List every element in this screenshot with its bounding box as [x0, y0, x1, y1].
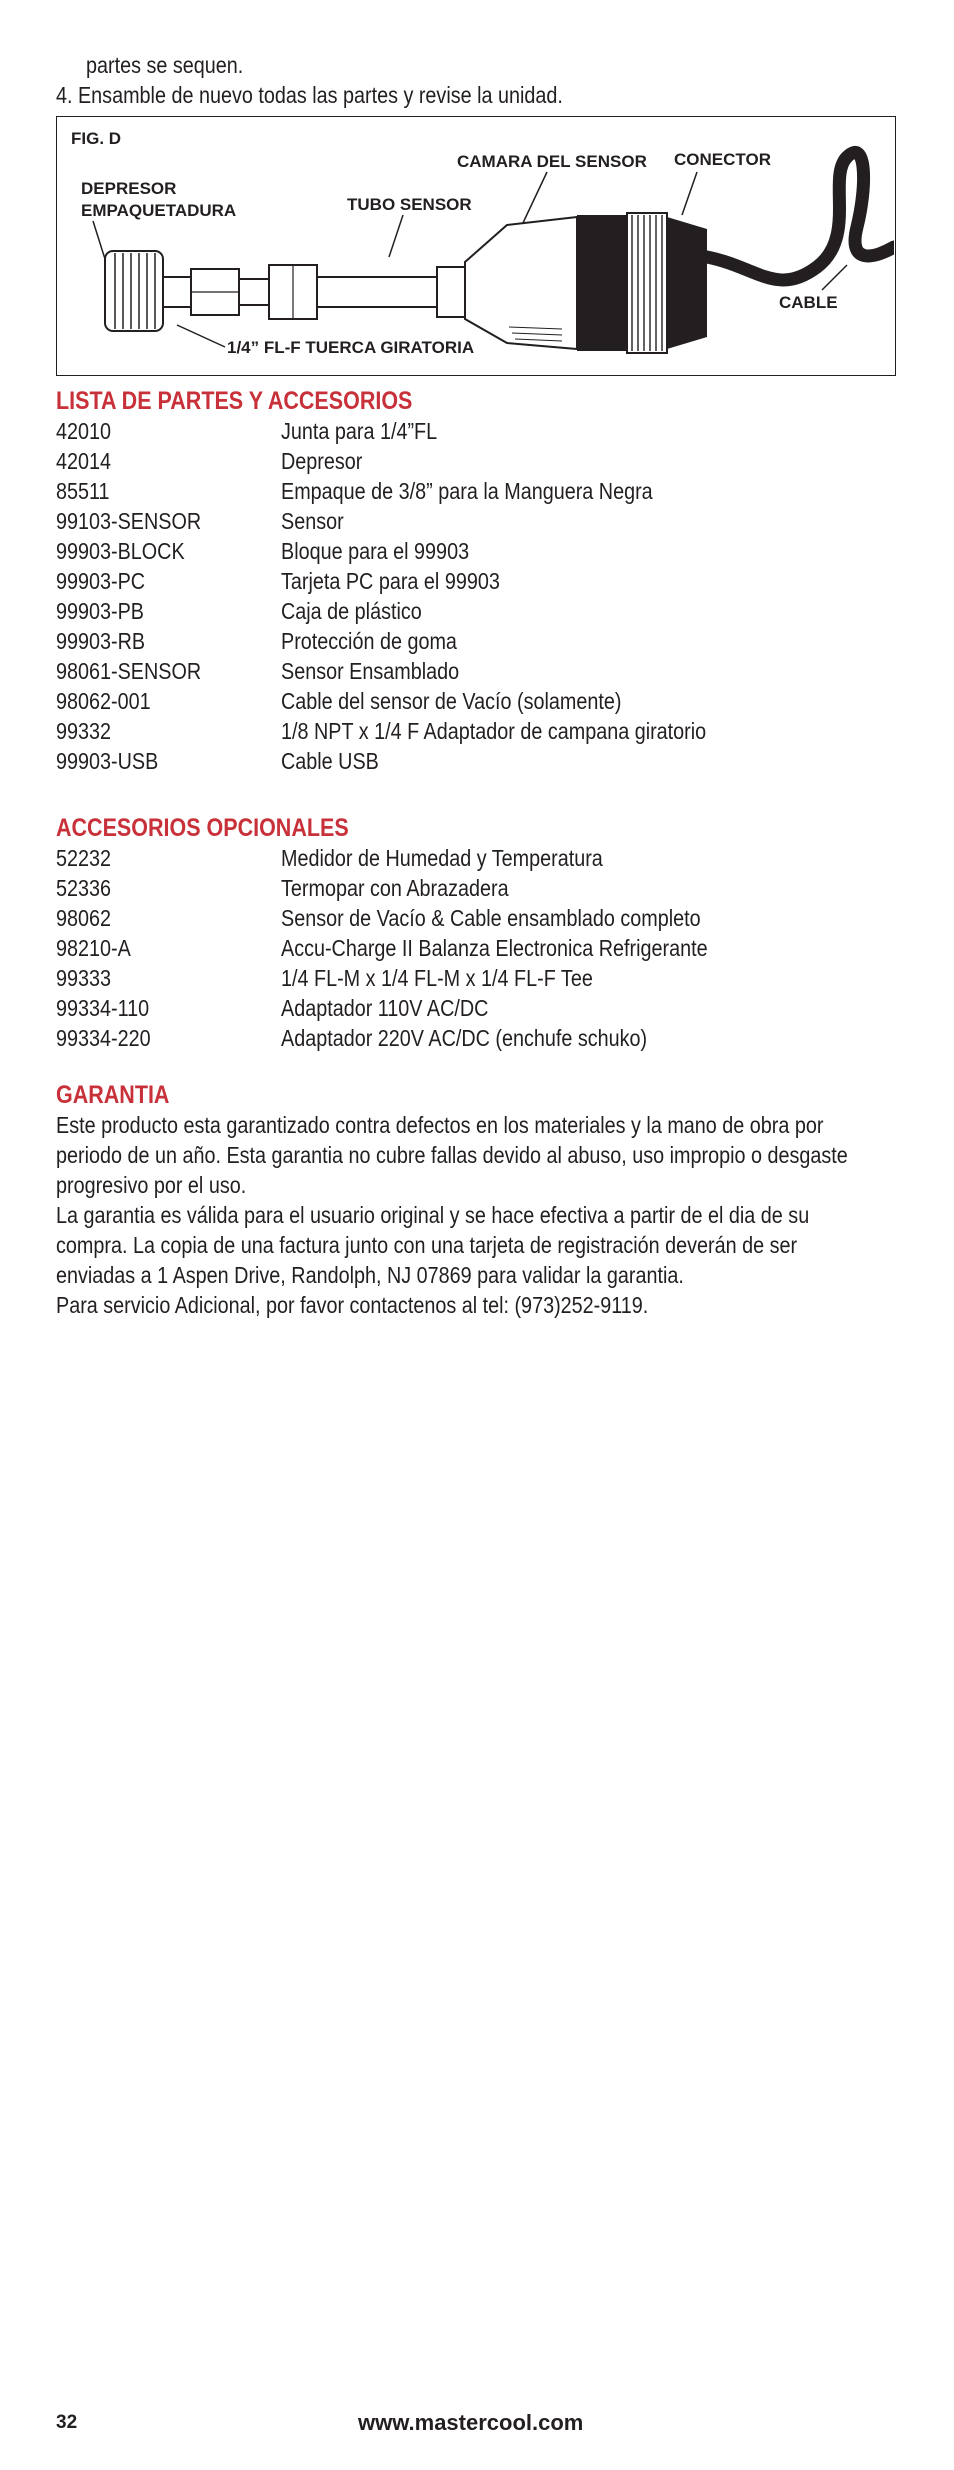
warranty-line: compra. La copia de una factura junto con una tarjeta de registración deverán de ser: [56, 1232, 798, 1258]
warranty-line: periodo de un año. Esta garantia no cubre fallas devido al abuso, uso impropio o desgaste: [56, 1142, 848, 1168]
list-item: 98062 Sensor de Vacío & Cable ensamblado completo: [56, 905, 701, 931]
list-item: 99903-USB Cable USB: [56, 748, 379, 774]
label-camara-sensor: CAMARA DEL SENSOR: [457, 152, 647, 171]
list-item: 98062-001 Cable del sensor de Vacío (solamente): [56, 688, 622, 714]
list-item: 99334-110 Adaptador 110V AC/DC: [56, 995, 489, 1021]
warranty-text: [56, 1110, 916, 1320]
figure-title: FIG. D: [71, 129, 122, 148]
warranty-title: GARANTIA: [56, 1081, 170, 1109]
warranty-line: Para servicio Adicional, por favor contactenos al tel: (973)252-9119.: [56, 1292, 649, 1318]
list-item: 99332 1/8 NPT x 1/4 F Adaptador de campana giratorio: [56, 718, 707, 744]
list-item: 99903-PB Caja de plástico: [56, 598, 422, 624]
list-item: 99103-SENSOR Sensor: [56, 508, 344, 534]
list-item: 52232 Medidor de Humedad y Temperatura: [56, 845, 603, 871]
page-number: 32: [56, 2412, 78, 2433]
parts-list-title: LISTA DE PARTES Y ACCESORIOS: [56, 387, 413, 415]
list-item: 98061-SENSOR Sensor Ensamblado: [56, 658, 460, 684]
intro-line-1: partes se sequen.: [86, 52, 244, 78]
list-item: 52336 Termopar con Abrazadera: [56, 875, 509, 901]
list-item: 98210-A Accu-Charge II Balanza Electronica Refrigerante: [56, 935, 708, 961]
list-item: 99903-RB Protección de goma: [56, 628, 457, 654]
list-item: 42014 Depresor: [56, 448, 363, 474]
warranty-line: Este producto esta garantizado contra defectos en los materiales y la mano de obra por: [56, 1112, 824, 1138]
warranty-line: enviadas a 1 Aspen Drive, Randolph, NJ 07869 para validar la garantia.: [56, 1262, 684, 1288]
list-item: 42010 Junta para 1/4”FL: [56, 418, 438, 444]
label-cable: CABLE: [779, 293, 838, 312]
warranty-line: progresivo por el uso.: [56, 1172, 247, 1198]
footer-url[interactable]: www.mastercool.com: [358, 2410, 584, 2435]
list-item: 99903-BLOCK Bloque para el 99903: [56, 538, 470, 564]
label-tuerca-giratoria: 1/4” FL-F TUERCA GIRATORIA: [227, 338, 475, 357]
list-item: 85511 Empaque de 3/8” para la Manguera Negra: [56, 478, 653, 504]
parts-list: [56, 416, 916, 776]
label-tubo-sensor: TUBO SENSOR: [347, 195, 472, 214]
list-item: 99334-220 Adaptador 220V AC/DC (enchufe schuko): [56, 1025, 648, 1051]
optional-accessories-list: [56, 843, 916, 1053]
list-item: 99903-PC Tarjeta PC para el 99903: [56, 568, 500, 594]
label-depresor: DEPRESOR: [81, 179, 177, 198]
intro-line-2: 4. Ensamble de nuevo todas las partes y revise la unidad.: [56, 82, 563, 108]
sensor-drawing: [57, 117, 894, 374]
list-item: 99333 1/4 FL-M x 1/4 FL-M x 1/4 FL-F Tee: [56, 965, 593, 991]
optional-accessories-title: ACCESORIOS OPCIONALES: [56, 814, 349, 842]
figure-d: [56, 116, 896, 376]
warranty-line: La garantia es válida para el usuario original y se hace efectiva a partir de el dia de su: [56, 1202, 810, 1228]
label-conector: CONECTOR: [674, 150, 771, 169]
label-empaquetadura: EMPAQUETADURA: [81, 201, 237, 220]
